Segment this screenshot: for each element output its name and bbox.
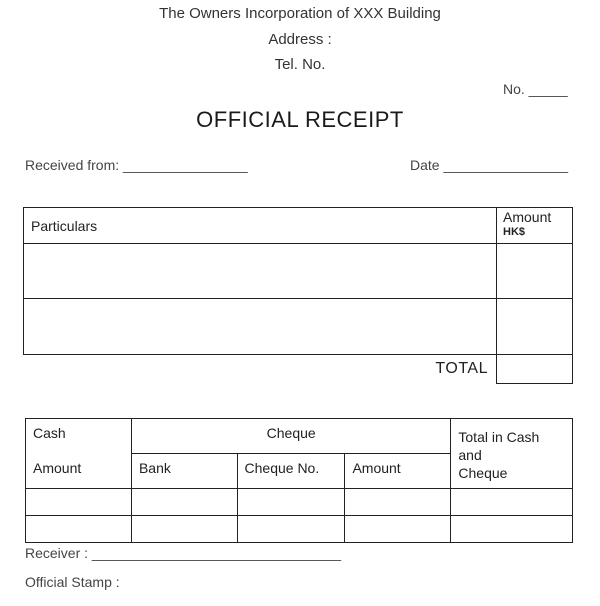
particulars-header [24,208,497,244]
cheque-amount-label: Amount [352,460,401,476]
receipt-number-label: No. _____ [503,81,568,97]
received-from-field: Received from: ________________ [25,157,248,173]
amount-header-label: Amount [503,209,552,225]
payment-row-2-amount [345,516,451,543]
amount-header [497,208,573,244]
cheque-no-header [237,454,345,489]
receipt-title: OFFICIAL RECEIPT [196,107,404,132]
cash-amount-header [26,454,132,489]
payment-row-1-bank [131,489,237,516]
cheque-no-label: Cheque No. [244,460,320,476]
bank-header [131,454,237,489]
amount-unit-label: HK$ [503,226,526,238]
cheque-header-label: Cheque [266,425,316,441]
payment-row-2-cheque-no [237,516,345,543]
cheque-amount-header [345,454,451,489]
cash-header [26,419,132,454]
payment-row-2-cash [26,516,132,543]
payment-row-2-total [451,516,573,543]
particulars-table [23,207,573,384]
payment-row-1-cheque-no [237,489,345,516]
payment-row-1-cash [26,489,132,516]
total-label-cell [24,355,497,384]
cash-header-label: Cash [33,425,66,441]
payment-row-2-bank [131,516,237,543]
amount-row-2 [497,299,573,355]
total-cash-cheque-header [451,419,573,489]
date-field: Date ________________ [410,157,569,173]
cash-amount-label: Amount [33,459,82,476]
bank-label: Bank [138,460,171,476]
amount-row-1 [497,244,573,299]
official-stamp-field: Official Stamp : [25,574,120,590]
receiver-field: Receiver : ________________________________ [25,545,342,561]
address-label: Address : [268,31,332,48]
total-cash-cheque-line2: Cheque [458,465,508,481]
particulars-row-2 [24,299,497,355]
payment-row-1-total [451,489,573,516]
particulars-row-1 [24,244,497,299]
particulars-header-label: Particulars [31,217,98,234]
total-amount-cell [497,355,573,384]
total-cash-cheque-line1: Total in Cash and [458,429,540,463]
org-name: The Owners Incorporation of XXX Building [159,5,441,22]
payment-table [25,418,573,543]
payment-row-1-amount [345,489,451,516]
cheque-header [131,419,450,454]
total-label: TOTAL [435,360,488,378]
tel-label: Tel. No. [274,56,326,73]
